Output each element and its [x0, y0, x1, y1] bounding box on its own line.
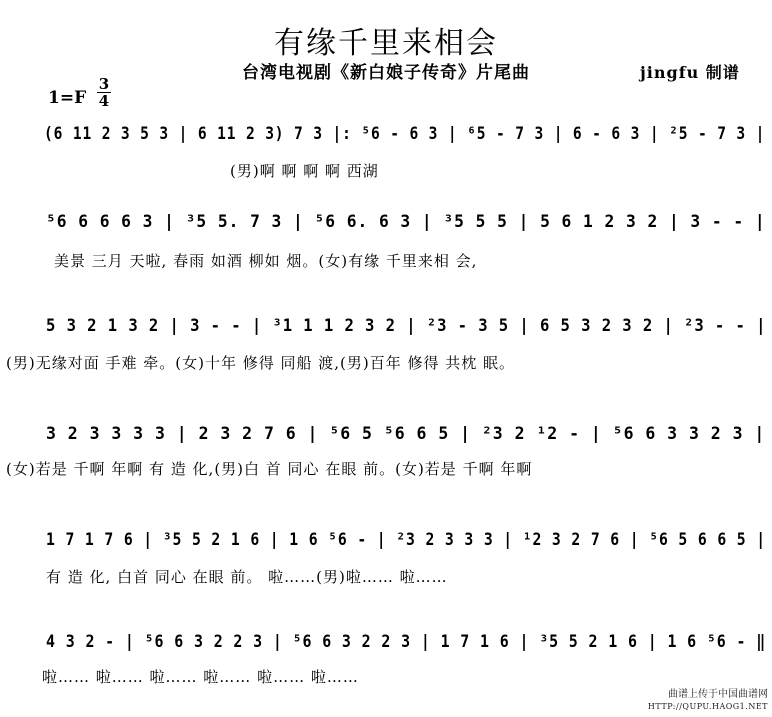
score-author: jingfu 制谱 [640, 63, 740, 82]
meter-bottom: 4 [98, 92, 110, 110]
score-title: 有缘千里来相会 [274, 26, 498, 61]
watermark-url: HTTP://QUPU.HAOG1.NET [647, 702, 768, 711]
notes-row-4: 3 2 3 3 3 3 | 2 3 2 7 6 | ⁵6 5 ⁵6 6 5 | ²3 2 ¹2 - | ⁵6 6 3 3 2 3 | [46, 424, 766, 444]
meter-top: 3 [98, 75, 110, 93]
notes-row-2: ⁵6 6 6 6 3 | ³5 5. 7 3 | ⁵6 6. 6 3 | ³5 5 5 | 5 6 1 2 3 2 | 3 - - | [46, 212, 766, 232]
notes-row-6: 4 3 2 - | ⁵6 6 3 2 2 3 | ⁵6 6 3 2 2 3 | 1 7 1 6 | ³5 5 2 1 6 | 1 6 ⁵6 - ‖ [46, 632, 767, 652]
lyrics-row-4: (女)若是 千啊 年啊 有 造 化,(男)白 首 同心 在眼 前。(女)若是 千啊 年啊 [6, 460, 533, 478]
notes-row-3: 5 3 2 1 3 2 | 3 - - | ³1 1 1 2 3 2 | ²3 - 3 5 | 6 5 3 2 3 2 | ²3 - - | [46, 316, 767, 336]
time-signature [96, 76, 112, 109]
notes-row-5: 1 7 1 7 6 | ³5 5 2 1 6 | 1 6 ⁵6 - | ²3 2 3 3 3 | ¹2 3 2 7 6 | ⁵6 5 6 6 5 | [46, 530, 766, 550]
lyrics-row-6: 啦…… 啦…… 啦…… 啦…… 啦…… 啦…… [42, 668, 359, 686]
site-watermark [648, 689, 768, 713]
lyrics-row-1: (男)啊 啊 啊 啊 西湖 [230, 162, 379, 180]
key-signature: 1=F [48, 88, 87, 108]
lyrics-row-3: (男)无缘对面 手难 牵。(女)十年 修得 同船 渡,(男)百年 修得 共枕 眠。 [6, 354, 516, 372]
lyrics-row-5: 有 造 化, 白首 同心 在眼 前。 啦……(男)啦…… 啦…… [46, 568, 448, 586]
lyrics-row-2: 美景 三月 天啦, 春雨 如酒 柳如 烟。(女)有缘 千里来相 会, [54, 252, 478, 270]
notes-row-1: (6 11 2 3 5 3 | 6 11 2 3) 7 3 |: ⁵6 - 6 3 | ⁶5 - 7 3 | 6 - 6 3 | ²5 - 7 3 | [44, 124, 766, 144]
score-subtitle: 台湾电视剧《新白娘子传奇》片尾曲 [242, 63, 530, 83]
watermark-line-1: 曲谱上传于中国曲谱网 [668, 689, 768, 700]
